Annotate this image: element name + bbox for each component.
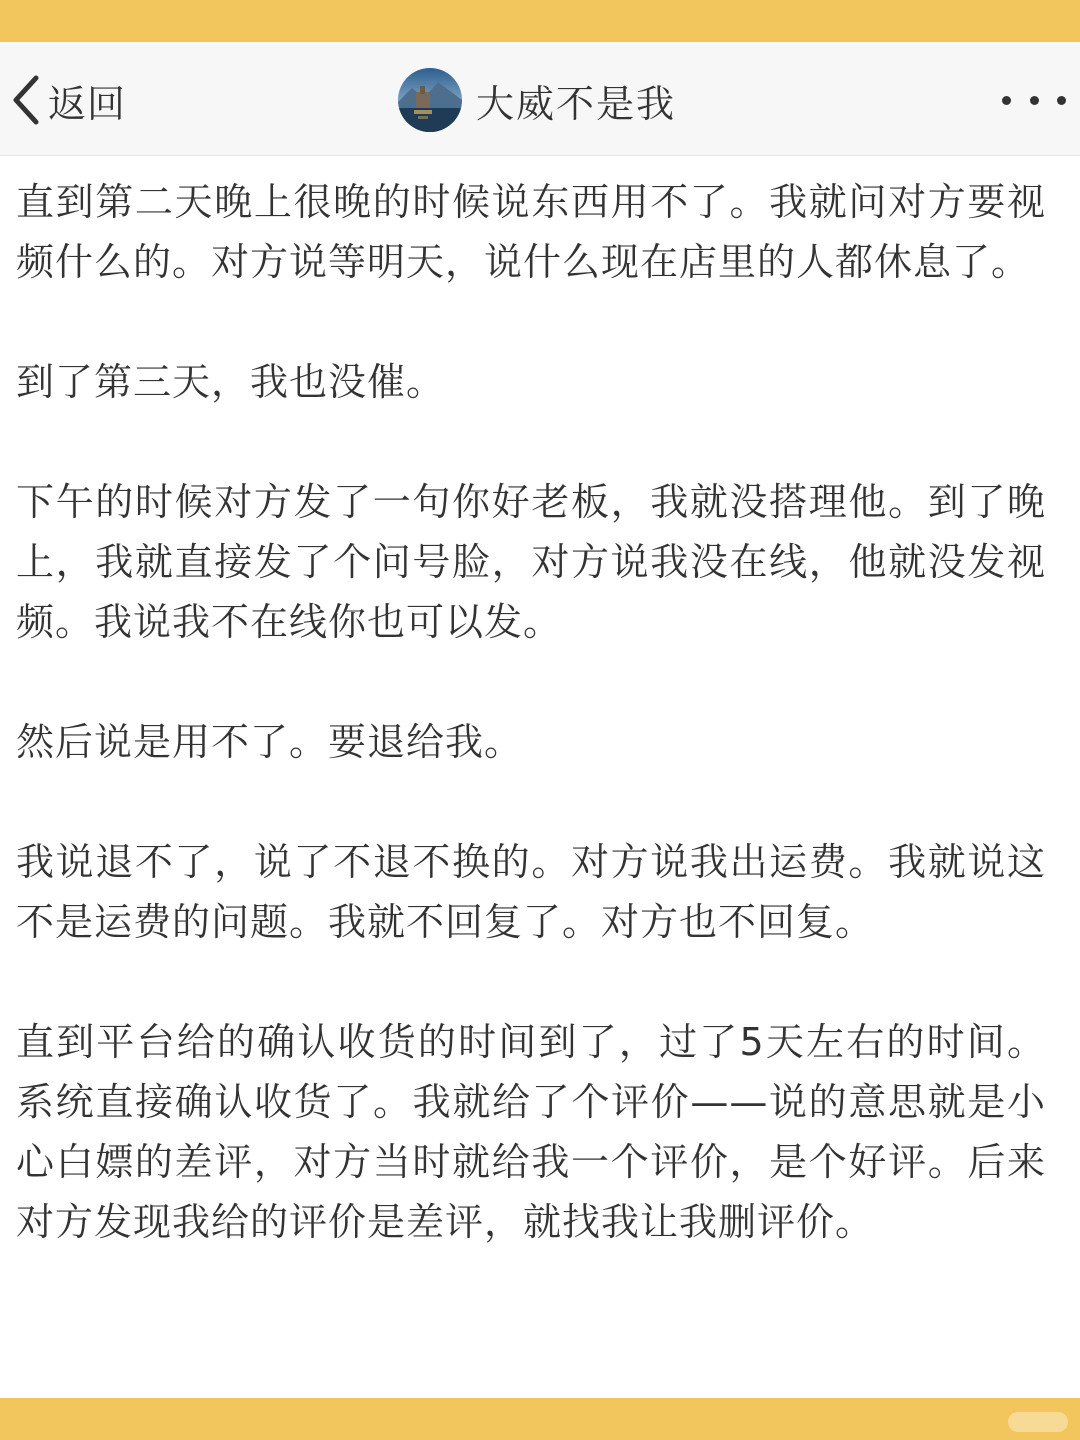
- paragraph: 然后说是用不了。要退给我。: [16, 720, 524, 764]
- watermark: [1008, 1412, 1068, 1432]
- dot: [1030, 96, 1039, 105]
- post-body: [16, 172, 1046, 1312]
- back-label: 返回: [48, 81, 127, 126]
- avatar[interactable]: [398, 68, 462, 132]
- page-title: 大威不是我: [476, 81, 677, 126]
- dot: [1002, 96, 1011, 105]
- navigation-bar: [0, 42, 1080, 156]
- dot: [1057, 96, 1066, 105]
- back-button[interactable]: [8, 70, 126, 130]
- bottom-band: [0, 1398, 1080, 1440]
- paragraph: 直到平台给的确认收货的时间到了，过了5天左右的时间。系统直接确认收货了。我就给了个评价——说的意思就是小心白嫖的差评，对方当时就给我一个评价，是个好评。后来对方发现我给的评价是差评，就找我让我删评价。: [16, 1020, 1046, 1244]
- paragraph: 直到第二天晚上很晚的时候说东西用不了。我就问对方要视频什么的。对方说等明天，说什么现在店里的人都休息了。: [16, 180, 1046, 284]
- top-band: [0, 0, 1080, 42]
- paragraph: 下午的时候对方发了一句你好老板，我就没搭理他。到了晚上，我就直接发了个问号脸，对方说我没在线，他就没发视频。我说我不在线你也可以发。: [16, 480, 1046, 644]
- paragraph: 到了第三天，我也没催。: [16, 360, 446, 404]
- more-options-icon[interactable]: [1002, 82, 1066, 118]
- paragraph: 我说退不了，说了不退不换的。对方说我出运费。我就说这不是运费的问题。我就不回复了。对方也不回复。: [16, 840, 1046, 944]
- chevron-left-icon: [8, 74, 42, 126]
- profile-title[interactable]: [398, 68, 676, 132]
